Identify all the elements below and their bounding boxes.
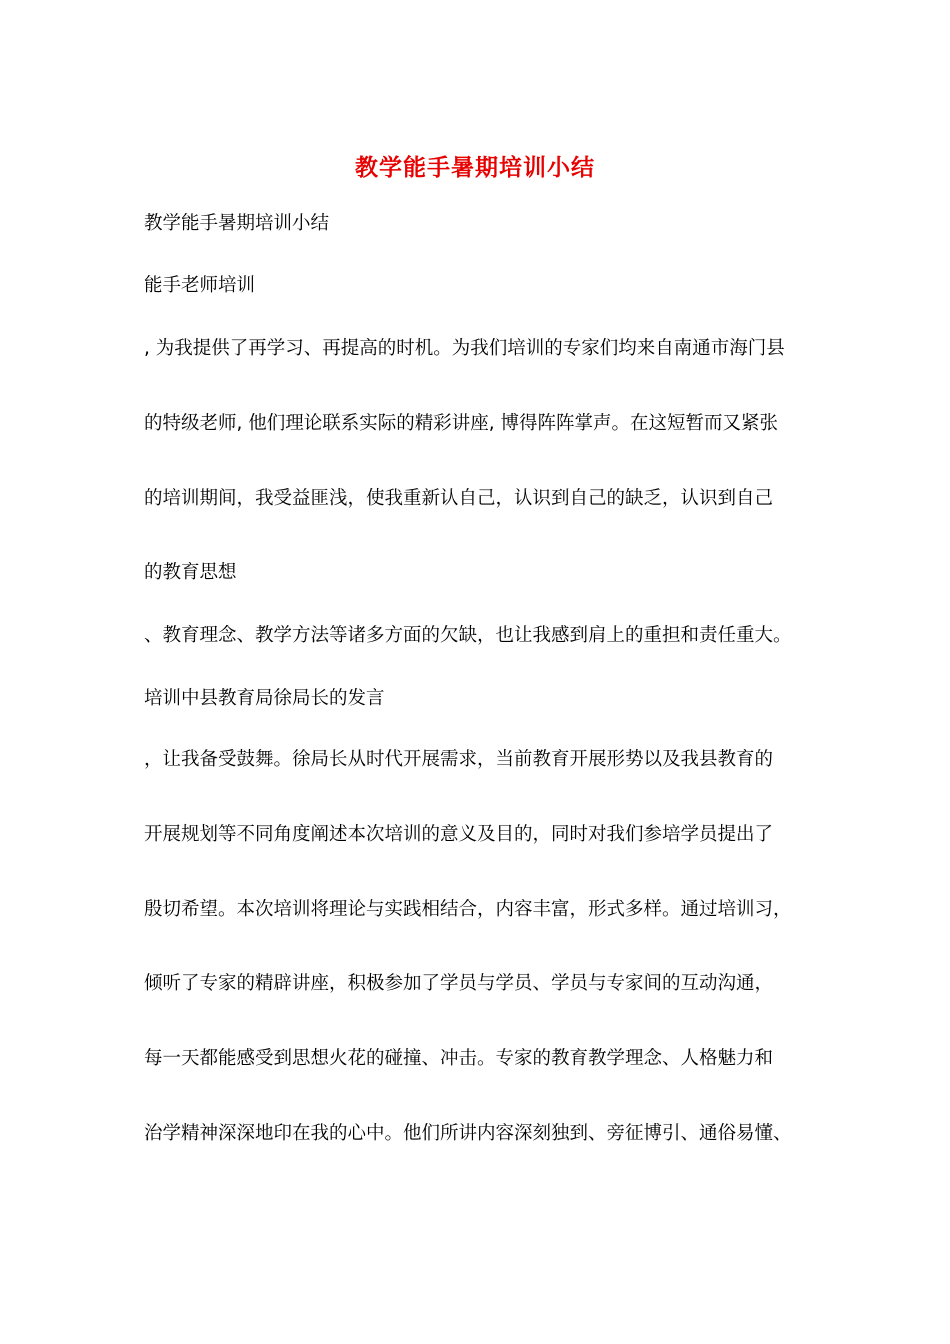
paragraph-line: 培训中县教育局徐局长的发言 [144,688,385,709]
paragraph-line: 、教育理念、教学方法等诸多方面的欠缺，也让我感到肩上的重担和责任重大。 [144,625,792,646]
paragraph-line: 治学精神深深地印在我的心中。他们所讲内容深刻独到、旁征博引、通俗易懂、 [144,1123,792,1144]
paragraph-line: ，让我备受鼓舞。徐局长从时代开展需求，当前教育开展形势以及我县教育的 [144,749,774,770]
paragraph-line: 的特级老师, 他们理论联系实际的精彩讲座, 博得阵阵掌声。在这短暂而又紧张 [144,413,779,434]
paragraph-line: , 为我提供了再学习、再提高的时机。为我们培训的专家们均来自南通市海门县 [144,338,785,359]
paragraph-line: 开展规划等不同角度阐述本次培训的意义及目的，同时对我们参培学员提出了 [144,824,774,845]
paragraph-line: 殷切希望。本次培训将理论与实践相结合，内容丰富，形式多样。通过培训习， [144,899,792,920]
paragraph-line: 教学能手暑期培训小结 [144,213,330,234]
paragraph-line: 倾听了专家的精辟讲座，积极参加了学员与学员、学员与专家间的互动沟通， [144,973,774,994]
paragraph-line: 每一天都能感受到思想火花的碰撞、冲击。专家的教育教学理念、人格魅力和 [144,1048,774,1069]
paragraph-line: 的培训期间，我受益匪浅，使我重新认自己，认识到自己的缺乏，认识到自己 [144,488,774,509]
paragraph-line: 能手老师培训 [144,275,256,296]
paragraph-line: 的教育思想 [144,562,237,583]
document-title: 教学能手暑期培训小结 [355,154,595,181]
